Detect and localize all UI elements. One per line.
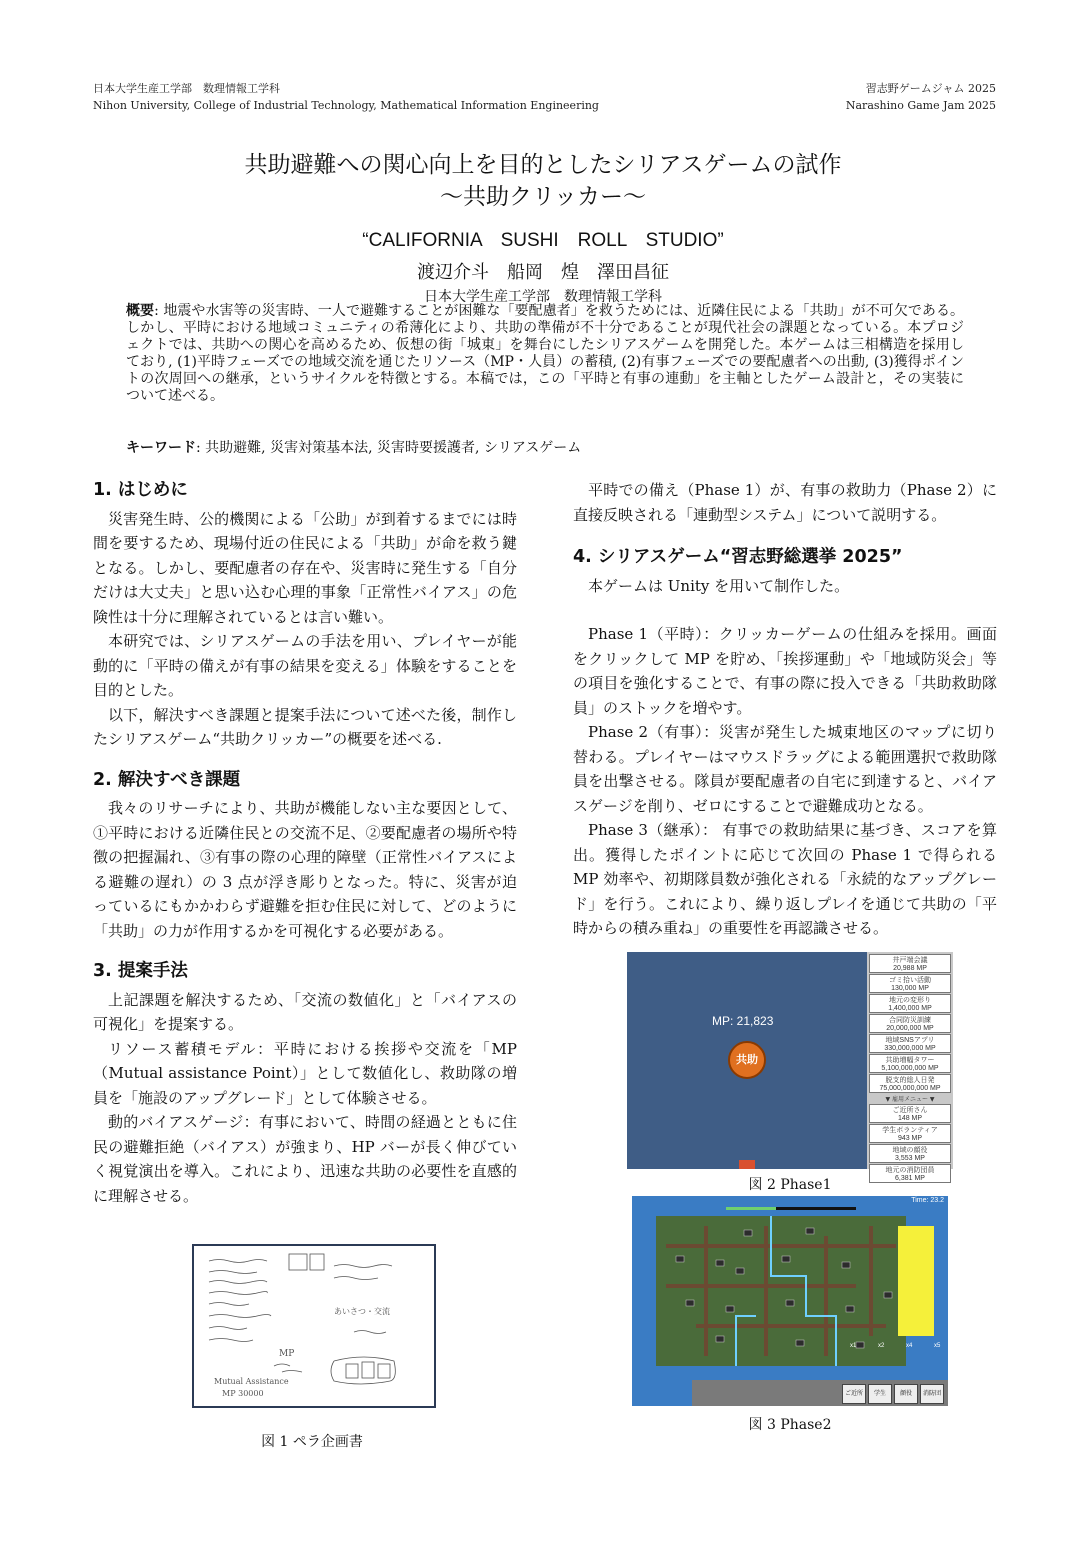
section-3-heading: 3. 提案手法 — [93, 961, 188, 981]
sketch-note-2: MP 30000 — [222, 1389, 264, 1398]
upgrade-item[interactable]: 脱支的総人日発 75,000,000,000 MP — [869, 1074, 951, 1093]
figure-3-caption: 図 3 Phase2 — [748, 1417, 832, 1433]
evacuation-zone — [898, 1226, 934, 1336]
section-2-heading: 2. 解決すべき課題 — [93, 769, 241, 790]
header-left-jp: 日本大学生産工学部 数理情報工学科 — [93, 82, 280, 95]
section-4-intro: 本ゲームは Unity を用いて制作した。 — [588, 576, 850, 595]
section-1-heading: 1. はじめに — [93, 480, 188, 500]
upgrade-item[interactable]: 合同防災訓練 20,000,000 MP — [869, 1014, 951, 1033]
unit-button-leader[interactable]: 顔役 — [894, 1384, 918, 1404]
header-right — [846, 80, 996, 114]
unit-button-firefighter[interactable]: 消防団 — [920, 1384, 944, 1404]
hp-bar-black — [776, 1207, 856, 1210]
header-left — [93, 80, 599, 114]
multiplier-x5: x5 — [934, 1343, 941, 1349]
figure-3-screenshot — [632, 1196, 948, 1406]
header-right-jp: 習志野ゲームジャム 2025 — [865, 82, 996, 95]
handwritten-sketch — [194, 1246, 434, 1406]
upgrade-item[interactable]: 地域SNSアプリ 330,000,000 MP — [869, 1034, 951, 1053]
left-column — [93, 478, 517, 1208]
abstract — [126, 303, 964, 405]
upgrade-item[interactable]: 学生ボランティア 943 MP — [869, 1124, 951, 1143]
upgrade-item[interactable]: 地元の変形り 1,400,000 MP — [869, 994, 951, 1013]
section-2-para-1: 我々のリサーチにより、共助が機能しない主な要因として、①平時における近隣住民との交流不足、②要配慮者の場所や特徴の把握漏れ、③有事の際の心理的障壁（正常性バイアスによる避難の遅れ）の 3 点が浮き彫りとなった。特に、災害が迫っているにもかかわらず避難を拒む住民に対して、どのように「共助」の力が作用するかを可視化する必要がある。 — [93, 799, 517, 940]
sketch-note-3: あいさつ・交流 — [334, 1307, 390, 1316]
unit-bar — [692, 1380, 948, 1406]
map-roads — [656, 1216, 906, 1366]
mp-counter: MP: 21,823 — [712, 1014, 774, 1028]
section-4-phase-3: Phase 3（継承）： 有事での救助結果に基づき、スコアを算出。獲得したポイントに応じて次回の Phase 1 で得られる MP 効率や、初期隊員数が強化される「永続的なアップグレード」を行う。これにより、繰り返しプレイを通じて共助の「平時からの積み重ね」の重要性を再認識させる。 — [573, 821, 997, 937]
unit-button-student[interactable]: 学生 — [868, 1384, 892, 1404]
upgrade-item[interactable]: 井戸端会議 20,988 MP — [869, 954, 951, 973]
authors: 渡辺介斗 船岡 煌 澤田昌征 — [417, 262, 669, 283]
map-area[interactable] — [656, 1216, 906, 1366]
sketch-note-1: Mutual Assistance — [214, 1377, 289, 1386]
figure-2-caption: 図 2 Phase1 — [748, 1177, 832, 1193]
figure-1-image — [192, 1244, 436, 1408]
upgrade-item[interactable]: 共助増幅タワー 5,100,000,000 MP — [869, 1054, 951, 1073]
section-4-heading: 4. シリアスゲーム“習志野総選挙 2025” — [573, 547, 903, 567]
multiplier-x1: x1 — [850, 1343, 857, 1349]
affiliation: 日本大学生産工学部 数理情報工学科 — [424, 289, 662, 305]
section-3-para-1: 上記課題を解決するため、「交流の数値化」と「バイアスの可視化」を提案する。 — [93, 990, 517, 1033]
abstract-label: 概要 — [126, 303, 155, 319]
abstract-text: : 地震や水害等の災害時、一人で避難することが困難な「要配慮者」を救うためには、近隣住民による「共助」が不可欠である。しかし、平時における地域コミュニティの希薄化により、共助の準備が不十分であることが現代社会の課題となっている。本プロジェクトでは、共助への関心を高めるため、仮想の街「城東」を舞台にしたシリアスゲームを開発した。本ゲームは三相構造を採用しており, (1)平時フェーズでの地域交流を通じたリソース（MP・人員）の蓄積, (2)有事フェーズでの要配慮者への出動, (3)獲得ポイントの次周回への継承，というサイクルを特徴とする。本稿では，この「平時と有事の連動」を主軸としたゲーム設計と，その実装について述べる。 — [126, 303, 965, 404]
upgrade-item[interactable]: 地域の顔役 3,553 MP — [869, 1144, 951, 1163]
figure-1-caption: 図 1 ペラ企画書 — [261, 1434, 363, 1450]
right-column — [573, 478, 997, 941]
section-4-phase-1: Phase 1（平時）：クリッカーゲームの仕組みを採用。画面をクリックして MP を貯め、「挨拶運動」や「地域防災会」等の項目を強化することで、有事の際に投入できる「共助救助隊員」のストックを増やす。 — [573, 625, 997, 717]
paper-subtitle: ～共助クリッカー～ — [439, 184, 647, 210]
section-3-continued: 平時での備え（Phase 1）が、有事の救助力（Phase 2）に直接反映される「連動型システム」について説明する。 — [573, 481, 997, 524]
section-3-para-3: 動的バイアスゲージ：有事において、時間の経過とともに住民の避難拒絶（バイアス）が強まり、HP バーが長く伸びていく視覚演出を導入。これにより、迅速な共助の必要性を直感的に理解させる。 — [93, 1113, 517, 1205]
sketch-note-4: MP — [279, 1349, 295, 1359]
keywords-label: キーワード — [126, 440, 196, 456]
figure-2-screenshot — [627, 952, 953, 1182]
upgrade-item[interactable]: ゴミ拾い活動 130,000 MP — [869, 974, 951, 993]
keywords — [126, 437, 964, 457]
hire-menu-divider: ▼ 雇用メニュー ▼ — [885, 1096, 935, 1103]
multiplier-x4: x4 — [906, 1343, 913, 1349]
keywords-text: : 共助避難, 災害対策基本法, 災害時要援護者, シリアスゲーム — [196, 440, 582, 456]
upgrade-panel — [867, 952, 953, 1182]
multiplier-x2: x2 — [878, 1343, 885, 1349]
unit-button-neighbor[interactable]: ご近所 — [842, 1384, 866, 1404]
timer: Time: 23.2 — [911, 1197, 944, 1204]
upgrade-item[interactable]: 地元の消防団員 6,381 MP — [869, 1164, 951, 1183]
kyojo-click-button[interactable]: 共助 — [728, 1041, 766, 1079]
section-1-para-1: 災害発生時、公的機関による「公助」が到着するまでには時間を要するため、現場付近の住民による「共助」が命を救う鍵となる。しかし、要配慮者の存在や、災害時に発生する「自分だけは大丈夫」と思い込む心理的事象「正常性バイアス」の危険性は十分に理解されているとは言い難い。 — [93, 509, 517, 626]
header-right-en: Narashino Game Jam 2025 — [845, 99, 996, 112]
upgrade-item[interactable]: ご近所さん 148 MP — [869, 1104, 951, 1123]
hp-bar-green — [726, 1207, 776, 1210]
section-1-para-2: 本研究では、シリアスゲームの手法を用い、プレイヤーが能動的に「平時の備えが有事の結果を変える」体験をすることを目的とした。 — [93, 632, 517, 699]
section-1-para-3: 以下，解決すべき課題と提案手法について述べた後，制作したシリアスゲーム“共助クリッカー”の概要を述べる. — [93, 705, 517, 748]
paper-title: 共助避難への関心向上を目的としたシリアスゲームの試作 — [244, 152, 842, 178]
progress-bar — [739, 1160, 755, 1169]
header-left-en: Nihon University, College of Industrial Technology, Mathematical Information Engineering — [93, 99, 599, 112]
studio-name: “CALIFORNIA SUSHI ROLL STUDIO” — [362, 230, 724, 251]
section-3-para-2: リソース蓄積モデル：平時における挨拶や交流を「MP（Mutual assistance Point）」として数値化し、救助隊の増員を「施設のアップグレード」として体験させる。 — [93, 1039, 517, 1107]
section-4-phase-2: Phase 2（有事）：災害が発生した城東地区のマップに切り替わる。プレイヤーはマウスドラッグによる範囲選択で救助隊員を出撃させる。隊員が要配慮者の自宅に到達すると、バイアスゲージを削り、ゼロにすることで避難成功となる。 — [573, 723, 997, 815]
